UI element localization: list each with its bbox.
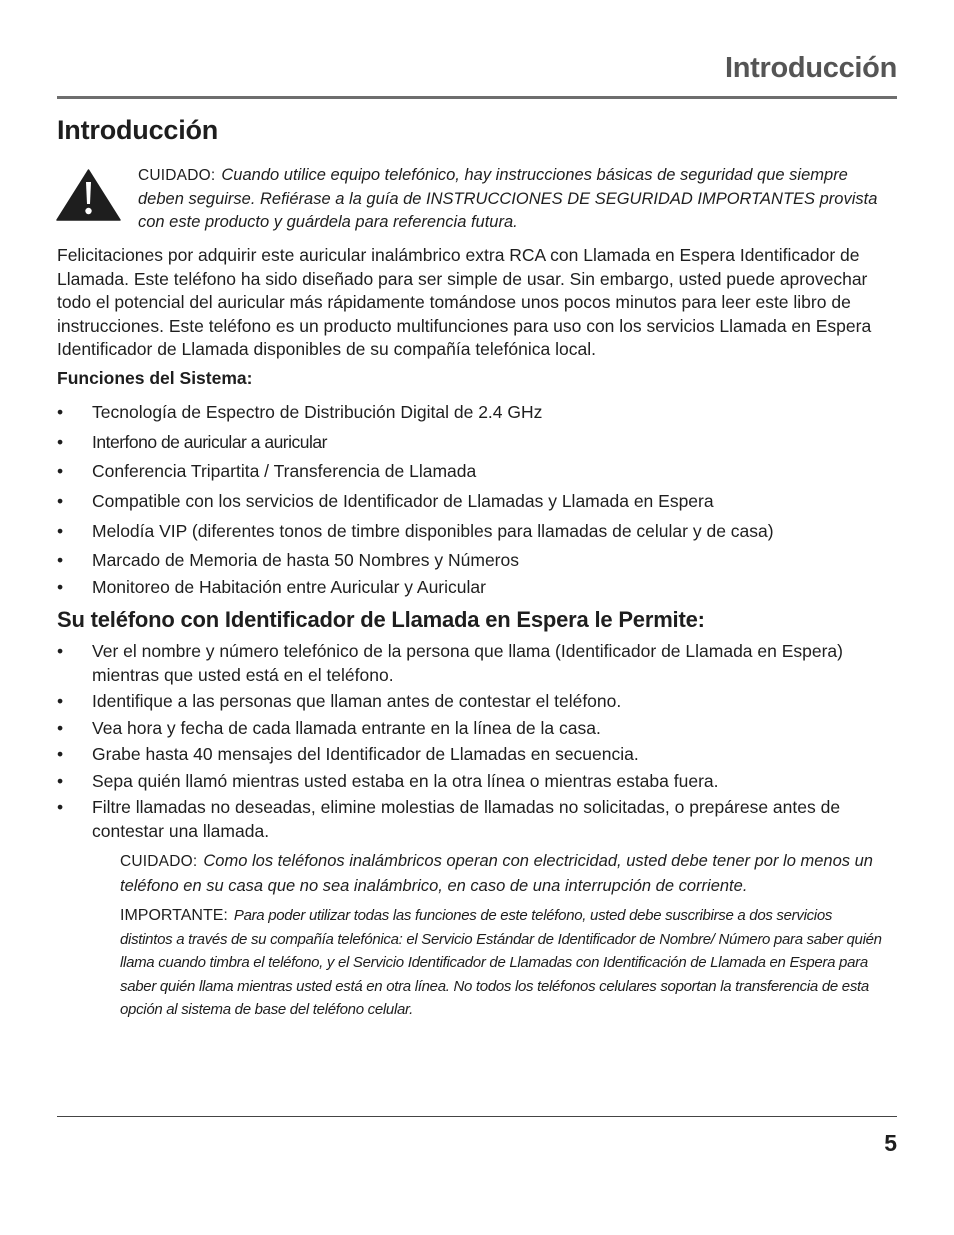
benefit-text: Vea hora y fecha de cada llamada entrante en la línea de la casa. <box>92 717 601 738</box>
features-list <box>57 401 897 600</box>
feature-text: Marcado de Memoria de hasta 50 Nombres y Números <box>92 549 519 570</box>
bullet-icon: • <box>57 549 64 570</box>
list-item <box>57 490 897 514</box>
caution-label: CUIDADO: <box>120 853 198 870</box>
header-rule <box>57 96 897 99</box>
list-item <box>57 796 899 843</box>
list-item <box>57 576 897 600</box>
footer-rule <box>57 1116 897 1117</box>
list-item <box>57 431 897 455</box>
feature-text: Monitoreo de Habitación entre Auricular y Auricular <box>92 577 486 597</box>
bullet-icon: • <box>57 431 64 452</box>
warning-triangle-icon <box>56 169 121 221</box>
list-item <box>57 401 897 425</box>
running-head-title: Introducción <box>724 52 897 84</box>
bullet-icon: • <box>57 770 64 791</box>
page-title: Introducción <box>57 115 219 145</box>
important-label: IMPORTANTE: <box>120 907 228 924</box>
list-item <box>57 743 899 767</box>
important-text: Para poder utilizar todas las funciones de este teléfono, usted debe suscribirse a dos servicios distintos a través de su compañía telefónica: el Servicio Estándar de Identificador de Nombre/ Número para saber quién llama cuando timbra el teléfono, y el Servicio Identificador de Llamadas con Identificación de Llamada en Espera para saber quién llama mientras usted está en otra línea. No todos los teléfonos celulares soportan la transferencia de esta opción al sistema de base del teléfono celular. <box>120 907 882 1018</box>
page-number: 5 <box>884 1130 897 1156</box>
intro-paragraph: Felicitaciones por adquirir este auricular inalámbrico extra RCA con Llamada en Espera Identificador de Llamada. Este teléfono ha sido diseñado para ser simple de usar. Sin embargo, usted puede aprovechar todo el potencial del auricular más rápidamente tomándose unos pocos minutos para leer este libro de instrucciones. Este teléfono es un producto multifunciones para uso con los servicios Llamada en Espera Identificador de Llamada disponibles de su compañía telefónica local. <box>57 245 872 359</box>
list-item <box>57 460 897 484</box>
list-item <box>57 549 897 573</box>
benefit-text: Ver el nombre y número telefónico de la persona que llama (Identificador de Llamada en Espera) mientras que usted está en el teléfono. <box>92 641 843 685</box>
list-item <box>57 770 899 794</box>
feature-text: Conferencia Tripartita / Transferencia de Llamada <box>92 461 477 481</box>
caution-label: CUIDADO: <box>138 167 216 184</box>
benefit-text: Sepa quién llamó mientras usted estaba en la otra línea o mientras estaba fuera. <box>92 770 719 791</box>
caution-text: Cuando utilice equipo telefónico, hay instrucciones básicas de seguridad que siempre deben seguirse. Refiérase a la guía de INSTRUCCIONES DE SEGURIDAD IMPORTANTES provista con este producto y guárdela para referencia futura. <box>138 166 878 231</box>
bullet-icon: • <box>57 402 64 422</box>
bullet-icon: • <box>57 797 64 817</box>
feature-text: Compatible con los servicios de Identificador de Llamadas y Llamada en Espera <box>92 490 714 511</box>
list-item <box>57 717 899 741</box>
feature-text: Melodía VIP (diferentes tonos de timbre disponibles para llamadas de celular y de casa) <box>92 521 774 541</box>
bullet-icon: • <box>57 717 64 738</box>
important-note <box>120 904 885 1022</box>
bullet-icon: • <box>57 691 64 711</box>
bullet-icon: • <box>57 461 64 481</box>
benefits-list <box>57 640 899 843</box>
benefits-heading: Su teléfono con Identificador de Llamada en Espera le Permite: <box>57 607 705 632</box>
benefit-text: Filtre llamadas no deseadas, elimine molestias de llamadas no solicitadas, o prepárese antes de contestar una llamada. <box>92 797 841 841</box>
feature-text: Interfono de auricular a auricular <box>92 431 327 452</box>
list-item <box>57 690 899 714</box>
caution-note-power <box>120 849 880 898</box>
benefit-text: Identifique a las personas que llaman antes de contestar el teléfono. <box>92 691 622 711</box>
benefit-text: Grabe hasta 40 mensajes del Identificador de Llamadas en secuencia. <box>92 744 639 764</box>
feature-text: Tecnología de Espectro de Distribución Digital de 2.4 GHz <box>92 402 543 422</box>
caution-note-safety <box>138 164 883 235</box>
bullet-icon: • <box>57 641 64 661</box>
bullet-icon: • <box>57 490 64 511</box>
caution-text: Como los teléfonos inalámbricos operan con electricidad, usted debe tener por lo menos un teléfono en su casa que no sea inalámbrico, en caso de una interrupción de corriente. <box>120 852 873 895</box>
bullet-icon: • <box>57 521 64 541</box>
features-heading: Funciones del Sistema: <box>57 368 253 388</box>
list-item <box>57 640 899 687</box>
bullet-icon: • <box>57 744 64 764</box>
list-item <box>57 520 897 544</box>
bullet-icon: • <box>57 577 64 597</box>
